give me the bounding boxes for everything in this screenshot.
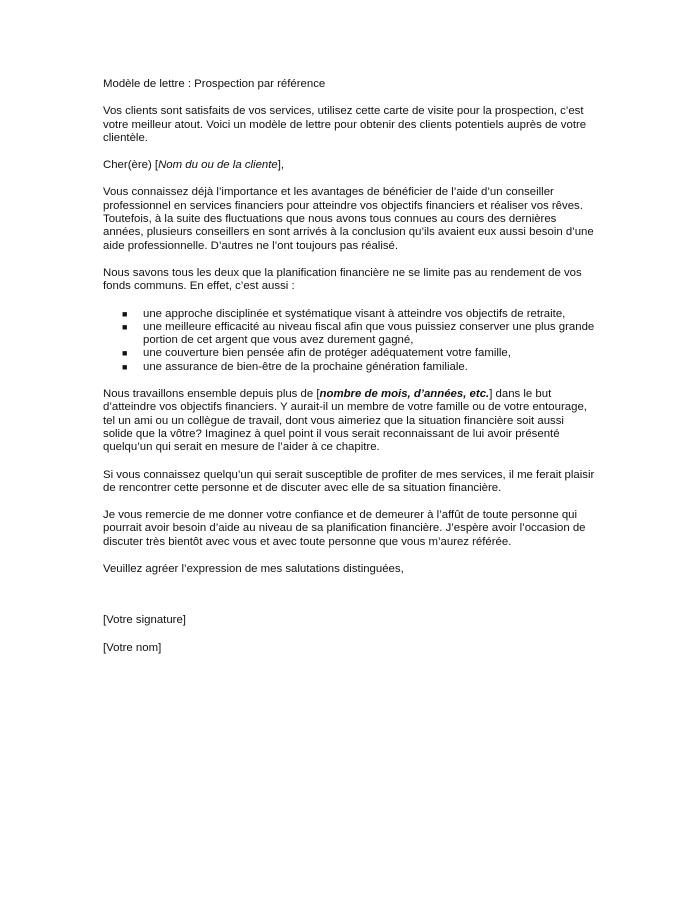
square-bullet-icon: ■: [122, 321, 128, 332]
list-item-text: une approche disciplinée et systématique visant à atteindre vos objectifs de retraite,: [143, 307, 566, 320]
paragraph-experience: Vous connaissez déjà l’importance et les avantages de bénéficier de l’aide d’un conseiller professionnel en services financiers pour atteindre vos objectifs financiers et réaliser vos rêves. Toutefois, à la suite des fluctuations que nous avons tous connues au cours des dernières années, plusieurs conseillers en sont arrivés à la conclusion qu’ils avaient eux aussi besoin d’une aide professionnelle. D’autres ne l’ont toujours pas réalisé.: [103, 186, 594, 252]
paragraph-relationship-prefix: Nous travaillons ensemble depuis plus de [: [103, 388, 320, 401]
name-placeholder: [Votre nom]: [103, 641, 162, 654]
list-item: [103, 321, 595, 348]
salutation-name-placeholder: Nom du ou de la cliente: [158, 159, 278, 172]
signature-placeholder: [Votre signature]: [103, 614, 186, 627]
letter-document: [103, 78, 595, 655]
list-item-text: une meilleure efficacité au niveau fiscal afin que vous puissiez conserver une plus grande portion de cet argent que vous avez durement gagné,: [143, 320, 595, 347]
letter-title: Modèle de lettre : Prospection par référence: [103, 78, 326, 90]
list-item-text: une assurance de bien-être de la prochaine génération familiale.: [143, 360, 468, 373]
duration-placeholder: nombre de mois, d’années, etc.: [319, 388, 490, 401]
list-item-text: une couverture bien pensée afin de protéger adéquatement votre famille,: [143, 347, 511, 360]
paragraph-thanks: Je vous remercie de me donner votre confiance et de demeurer à l’affût de toute personne qui pourrait avoir besoin d’aide au niveau de sa planification financière. J’espère avoir l’occasion de discuter très bientôt avec vous et avec toute personne que vous m’aurez référée.: [103, 509, 586, 548]
paragraph-planning: Nous savons tous les deux que la planification financière ne se limite pas au rendement de vos fonds communs. En effet, c’est aussi :: [103, 266, 582, 293]
list-item: [103, 361, 595, 374]
salutation: [103, 159, 595, 172]
square-bullet-icon: ■: [122, 361, 128, 372]
intro-paragraph: Vos clients sont satisfaits de vos services, utilisez cette carte de visite pour la prospection, c’est votre meilleur atout. Voici un modèle de lettre pour obtenir des clients potentiels auprès de votre clientèle.: [103, 105, 587, 144]
salutation-prefix: Cher(ère) [: [103, 159, 159, 172]
closing-line: Veuillez agréer l’expression de mes salutations distinguées,: [103, 563, 404, 576]
list-item: [103, 308, 595, 321]
list-item: [103, 347, 595, 360]
paragraph-referral: Si vous connaissez quelqu’un qui serait susceptible de profiter de mes services, il me ferait plaisir de rencontrer cette personne et de discuter avec elle de sa situation financière.: [103, 468, 595, 494]
square-bullet-icon: ■: [122, 348, 128, 359]
salutation-suffix: ],: [277, 159, 285, 172]
paragraph-relationship: [103, 388, 595, 454]
paragraph-relationship-suffix: ] dans le but d’atteindre vos objectifs financiers. Y aurait-il un membre de votre famille ou de votre entourage, tel un ami ou un collègue de travail, dont vous aimeriez que la situation financière soit aussi solide que la vôtre? Imaginez à quel point il vous serait reconnaissant de lui avoir présenté quelqu’un qui serait en mesure de l’aider à ce chapitre.: [103, 388, 587, 454]
square-bullet-icon: ■: [122, 308, 128, 319]
benefits-list: [103, 308, 595, 374]
